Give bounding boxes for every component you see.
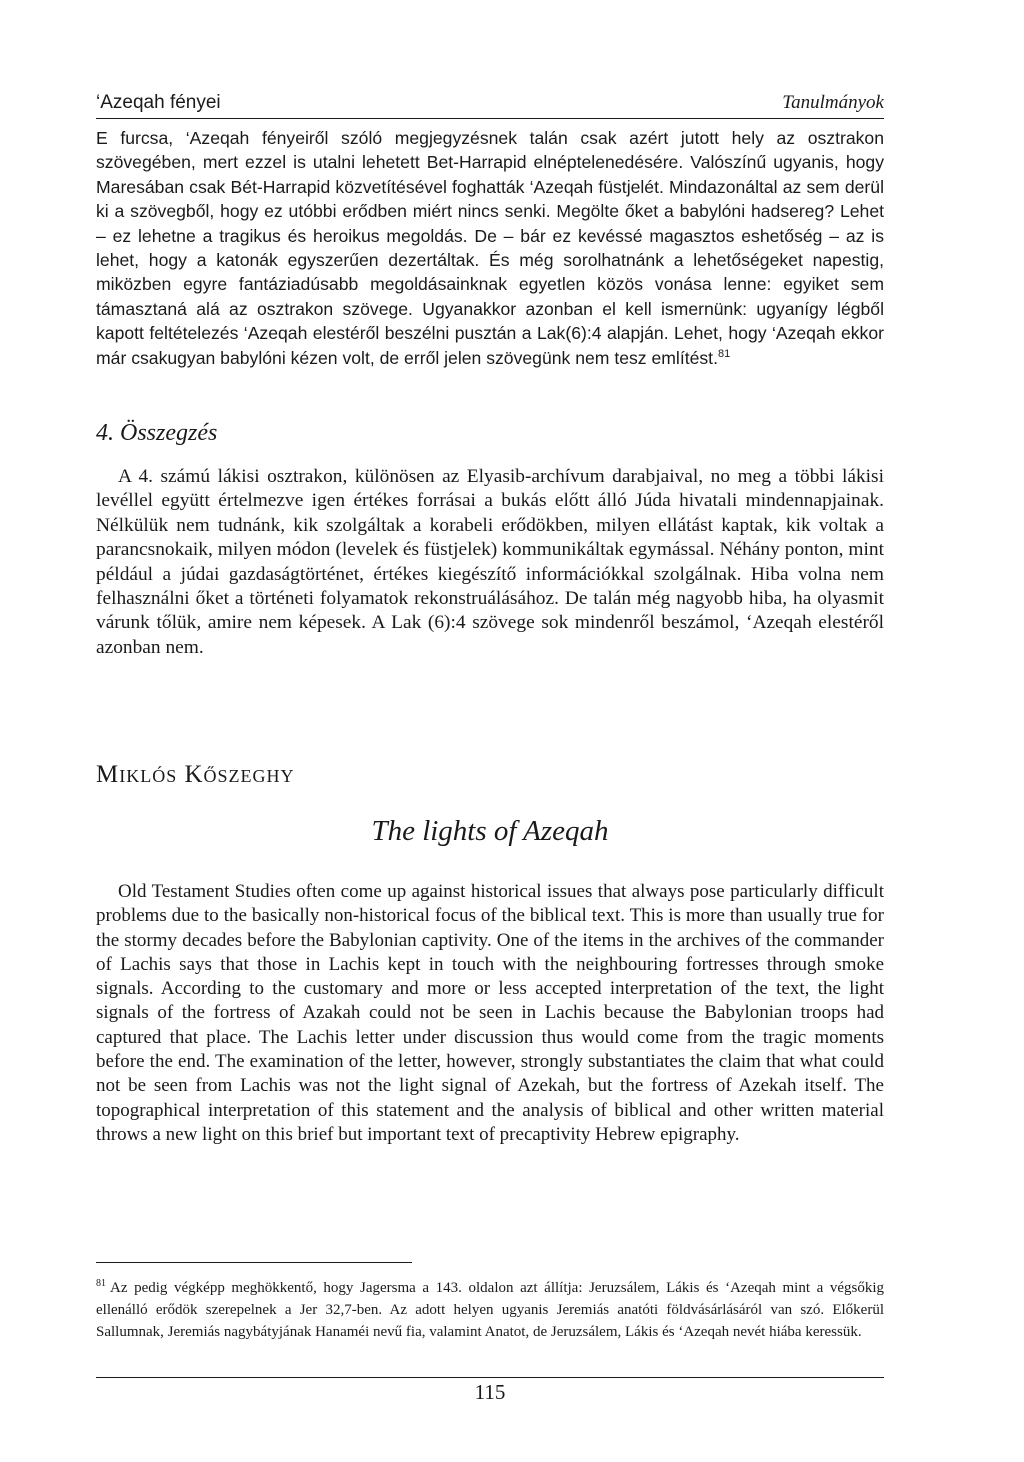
footnote-text: Az pedig végképp meghökkentő, hogy Jagersma a 143. oldalon azt állítja: Jeruzsálem, Lákis és ‘Azeqah mint a végsőkig ellenálló erődök szerepelnek a Jer 32,7-ben. Az adott helyen ugyanis Jeremiás anatóti földvásárlásáról van szó. Előkerül Sallumnak, Jeremiás nagybátyjának Hanaméi nevű fia, valamint Anatot, de Jeruzsálem, Lákis és ‘Azeqah nevét hiába keressük. bbox=[96, 1280, 884, 1340]
summary-title: The lights of Azeqah bbox=[371, 815, 609, 847]
footnote-reference[interactable]: 81 bbox=[717, 347, 731, 360]
english-summary bbox=[96, 880, 884, 1147]
running-head-title: ‘Azeqah fényei bbox=[96, 92, 221, 113]
section-heading: 4. Összegzés bbox=[96, 420, 218, 446]
bottom-divider bbox=[96, 1377, 884, 1378]
page bbox=[96, 0, 884, 1462]
running-head-section: Tanulmányok bbox=[782, 92, 884, 113]
footnote-divider bbox=[96, 1262, 412, 1263]
hungarian-paragraph-1 bbox=[96, 126, 884, 370]
english-summary-text: Old Testament Studies often come up against historical issues that always pose particularly difficult problems due to the basically non-historical focus of the biblical text. This is more than usually true for the stormy decades before the Babylonian captivity. One of the items in the archives of the commander of Lachis says that those in Lachis kept in touch with the neighbouring fortresses through smoke signals. According to the customary and more or less accepted interpretation of the text, the light signals of the fortress of Azakah could not be seen in Lachis because the Babylonian troops had captured that place. The Lachis letter under discussion thus would come from the tragic moments before the end. The examination of the letter, however, strongly substantiates the claim that what could not be seen from Lachis was not the light signal of Azekah, but the fortress of Azekah itself. The topographical interpretation of this statement and the analysis of biblical and other written material throws a new light on this brief but important text of precaptivity Hebrew epigraphy. bbox=[96, 881, 884, 1145]
page-number: 115 bbox=[474, 1380, 506, 1404]
hungarian-paragraph-2-text: A 4. számú lákisi osztrakon, különösen az Elyasib-archívum darabjaival, no meg a többi lákisi levéllel együtt értelmezve igen értékes forrásai a bukás előtt álló Júda hivatali mindennapjainak. Nélkülük nem tudnánk, kik szolgáltak a korabeli erődökben, milyen ellátást kaptak, kik voltak a parancsnokaik, milyen módon (levelek és füstjelek) kommunikáltak egymással. Néhány ponton, mint például a júdai gazdaságtörténet, értékes kiegészítő információkkal szolgálnak. Hiba volna nem felhasználni őket a történeti folyamatok rekonstruálásához. De talán még nagyobb hiba, ha olyasmit várunk tőlük, amire nem képesek. A Lak (6):4 szövege sok mindenről beszámol, ‘Azeqah elestéről azonban nem. bbox=[96, 466, 884, 658]
footnote bbox=[96, 1278, 884, 1343]
running-head bbox=[96, 84, 884, 119]
hungarian-paragraph-1-text: E furcsa, ‘Azeqah fényeiről szóló megjegyzésnek talán csak azért jutott hely az osztrakon szövegében, mert ezzel is utalni lehetett Bet-Harrapid elnéptelenedésére. Valószínű ugyanis, hogy Maresában csak Bét-Harrapid közvetítésével foghatták ‘Azeqah füstjelét. Mindazonáltal az sem derül ki a szövegből, hogy ez utóbbi erődben miért nincs senki. Megölte őket a babylóni hadsereg? Lehet – ez lehetne a tragikus és heroikus megoldás. De – bár ez kevéssé magasztos eshetőség – az is lehet, hogy a katonák egyszerűen dezertáltak. És még sorolhatnánk a lehetőségeket napestig, miközben egyre fantáziadúsabb megoldásainknak egyetlen közös vonása lenne: egyiket sem támasztaná alá az osztrakon szövege. Ugyanakkor azonban el kell ismernünk: ugyanígy légből kapott feltételezés ‘Azeqah elestéről beszélni pusztán a Lak(6):4 alapján. Lehet, hogy ‘Azeqah ekkor már csakugyan babylóni kézen volt, de erről jelen szövegünk nem tesz említést. bbox=[96, 128, 884, 368]
hungarian-paragraph-2 bbox=[96, 465, 884, 660]
footnote-mark: 81 bbox=[96, 1278, 106, 1289]
author-name: Miklós Kőszeghy bbox=[96, 761, 295, 788]
